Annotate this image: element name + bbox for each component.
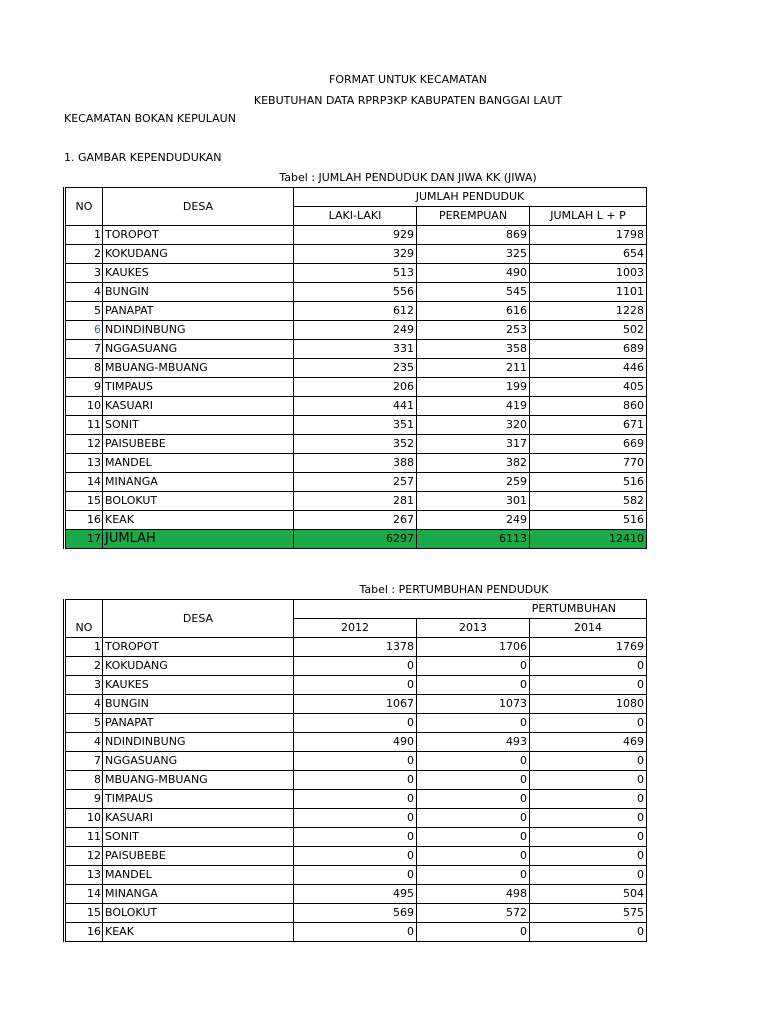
table-row [65,657,647,676]
row-desa: NDINDINBUNG [103,321,294,340]
header-desa: DESA [103,188,294,226]
total-jumlah: 12410 [530,530,647,549]
table-row [65,454,647,473]
row-no: 16 [65,923,103,942]
row-desa: TIMPAUS [103,378,294,397]
row-perempuan: 249 [417,511,530,530]
row-no: 4 [65,283,103,302]
growth-table [63,599,647,942]
row-no: 10 [65,809,103,828]
row-jumlah: 502 [530,321,647,340]
row-jumlah: 1101 [530,283,647,302]
total-row [65,530,647,549]
row-desa: MANDEL [103,866,294,885]
row-desa: KAUKES [103,676,294,695]
row-2013: 1073 [417,695,530,714]
row-2013: 1706 [417,638,530,657]
row-2013: 0 [417,714,530,733]
row-perempuan: 320 [417,416,530,435]
row-no: 3 [65,264,103,283]
row-no: 9 [65,790,103,809]
table-row [65,847,647,866]
row-desa: MINANGA [103,885,294,904]
row-no: 2 [65,245,103,264]
header-pertumbuhan: PERTUMBUHAN [294,600,647,619]
total-perempuan: 6113 [417,530,530,549]
header-jumlah-lp: JUMLAH L + P [530,207,647,226]
row-desa: NDINDINBUNG [103,733,294,752]
row-laki-laki: 257 [294,473,417,492]
row-no: 15 [65,904,103,923]
row-desa: PANAPAT [103,714,294,733]
row-2013: 0 [417,771,530,790]
table-row [65,264,647,283]
row-desa: TOROPOT [103,638,294,657]
row-no: 8 [65,359,103,378]
table-row [65,378,647,397]
header-no: NO [65,619,103,638]
row-jumlah: 405 [530,378,647,397]
row-2012: 0 [294,657,417,676]
row-desa: TIMPAUS [103,790,294,809]
row-jumlah: 770 [530,454,647,473]
row-no: 5 [65,714,103,733]
row-jumlah: 1798 [530,226,647,245]
table-row [65,752,647,771]
table-row [65,473,647,492]
table-row [65,828,647,847]
row-no: 11 [65,828,103,847]
table1-caption: Tabel : JUMLAH PENDUDUK DAN JIWA KK (JIWA) [279,171,537,184]
row-desa: KEAK [103,511,294,530]
table-row [65,885,647,904]
row-desa: PAISUBEBE [103,847,294,866]
document-subtitle: KEBUTUHAN DATA RPRP3KP KABUPATEN BANGGAI LAUT [253,94,563,107]
table-row [65,321,647,340]
row-2014: 0 [530,657,647,676]
header-2012: 2012 [294,619,417,638]
row-no: 13 [65,454,103,473]
row-2013: 0 [417,828,530,847]
row-2013: 0 [417,923,530,942]
table-row [65,771,647,790]
total-laki-laki: 6297 [294,530,417,549]
row-2012: 495 [294,885,417,904]
header-2014: 2014 [530,619,647,638]
table-row [65,397,647,416]
row-no: 6 [65,321,103,340]
row-2012: 0 [294,771,417,790]
row-desa: SONIT [103,828,294,847]
row-desa: NGGASUANG [103,752,294,771]
row-jumlah: 654 [530,245,647,264]
total-label: JUMLAH [103,530,294,549]
row-no: 8 [65,771,103,790]
row-jumlah: 1003 [530,264,647,283]
row-2014: 0 [530,790,647,809]
row-2014: 0 [530,714,647,733]
row-jumlah: 689 [530,340,647,359]
row-desa: SONIT [103,416,294,435]
table-row [65,245,647,264]
row-no: 11 [65,416,103,435]
row-2014: 0 [530,866,647,885]
row-jumlah: 671 [530,416,647,435]
row-perempuan: 869 [417,226,530,245]
row-no: 14 [65,885,103,904]
row-desa: KOKUDANG [103,657,294,676]
row-desa: MANDEL [103,454,294,473]
table-row [65,340,647,359]
header-2013: 2013 [417,619,530,638]
row-laki-laki: 612 [294,302,417,321]
total-no: 17 [65,530,103,549]
row-2012: 1378 [294,638,417,657]
table-row [65,923,647,942]
table-row [65,359,647,378]
row-2013: 0 [417,790,530,809]
row-perempuan: 419 [417,397,530,416]
table-row [65,790,647,809]
row-2012: 0 [294,752,417,771]
row-desa: KAUKES [103,264,294,283]
row-no: 16 [65,511,103,530]
row-jumlah: 860 [530,397,647,416]
section-heading: 1. GAMBAR KEPENDUDUKAN [64,151,222,164]
table-row [65,809,647,828]
header-no: NO [65,188,103,226]
table-row [65,226,647,245]
row-desa: BOLOKUT [103,492,294,511]
row-2012: 0 [294,790,417,809]
header-jumlah-penduduk: JUMLAH PENDUDUK [294,188,647,207]
row-desa: MBUANG-MBUANG [103,359,294,378]
table-row [65,904,647,923]
row-laki-laki: 352 [294,435,417,454]
row-perempuan: 358 [417,340,530,359]
table-row [65,283,647,302]
row-2012: 0 [294,828,417,847]
row-laki-laki: 331 [294,340,417,359]
row-desa: BOLOKUT [103,904,294,923]
row-2014: 0 [530,923,647,942]
row-2014: 1080 [530,695,647,714]
row-2013: 0 [417,657,530,676]
header-perempuan: PEREMPUAN [417,207,530,226]
row-no: 1 [65,226,103,245]
row-laki-laki: 235 [294,359,417,378]
row-laki-laki: 267 [294,511,417,530]
header-laki-laki: LAKI-LAKI [294,207,417,226]
row-2012: 0 [294,866,417,885]
row-desa: PANAPAT [103,302,294,321]
kecamatan-label: KECAMATAN BOKAN KEPULAUN [64,112,236,125]
row-perempuan: 259 [417,473,530,492]
row-2012: 0 [294,847,417,866]
row-desa: MBUANG-MBUANG [103,771,294,790]
row-desa: BUNGIN [103,695,294,714]
row-2012: 569 [294,904,417,923]
row-laki-laki: 206 [294,378,417,397]
row-no: 4 [65,733,103,752]
row-2012: 0 [294,809,417,828]
row-laki-laki: 329 [294,245,417,264]
row-desa: KEAK [103,923,294,942]
row-perempuan: 199 [417,378,530,397]
row-2014: 0 [530,828,647,847]
table-row [65,695,647,714]
row-2014: 1769 [530,638,647,657]
row-no: 4 [65,695,103,714]
row-2013: 498 [417,885,530,904]
row-2013: 0 [417,809,530,828]
row-2014: 0 [530,771,647,790]
row-2013: 493 [417,733,530,752]
table-row [65,638,647,657]
row-laki-laki: 441 [294,397,417,416]
row-no: 14 [65,473,103,492]
row-2013: 0 [417,866,530,885]
row-perempuan: 490 [417,264,530,283]
row-jumlah: 582 [530,492,647,511]
row-laki-laki: 556 [294,283,417,302]
row-perempuan: 317 [417,435,530,454]
row-laki-laki: 513 [294,264,417,283]
row-2012: 0 [294,676,417,695]
row-desa: KOKUDANG [103,245,294,264]
header-desa: DESA [103,600,294,638]
document-title: FORMAT UNTUK KECAMATAN [329,73,487,86]
row-2014: 0 [530,752,647,771]
row-no: 13 [65,866,103,885]
row-jumlah: 1228 [530,302,647,321]
row-no: 1 [65,638,103,657]
row-no: 12 [65,435,103,454]
row-desa: TOROPOT [103,226,294,245]
row-no: 9 [65,378,103,397]
row-no: 12 [65,847,103,866]
row-no: 5 [65,302,103,321]
table-row [65,676,647,695]
row-laki-laki: 929 [294,226,417,245]
table-row [65,733,647,752]
row-2013: 572 [417,904,530,923]
row-perempuan: 382 [417,454,530,473]
row-desa: PAISUBEBE [103,435,294,454]
row-desa: BUNGIN [103,283,294,302]
row-2012: 0 [294,714,417,733]
row-no: 7 [65,752,103,771]
row-2014: 469 [530,733,647,752]
row-perempuan: 616 [417,302,530,321]
row-perempuan: 211 [417,359,530,378]
row-no: 7 [65,340,103,359]
table2-caption: Tabel : PERTUMBUHAN PENDUDUK [359,583,549,596]
table-row [65,416,647,435]
row-desa: KASUARI [103,809,294,828]
row-2014: 0 [530,847,647,866]
row-2012: 1067 [294,695,417,714]
row-laki-laki: 388 [294,454,417,473]
row-perempuan: 301 [417,492,530,511]
row-2013: 0 [417,676,530,695]
row-desa: NGGASUANG [103,340,294,359]
population-table [63,187,647,549]
table-row [65,714,647,733]
table-row [65,492,647,511]
table-row [65,511,647,530]
row-2014: 0 [530,676,647,695]
row-2013: 0 [417,752,530,771]
row-no: 10 [65,397,103,416]
row-laki-laki: 249 [294,321,417,340]
row-2013: 0 [417,847,530,866]
row-jumlah: 516 [530,511,647,530]
table-row [65,302,647,321]
row-perempuan: 325 [417,245,530,264]
row-2014: 0 [530,809,647,828]
row-jumlah: 516 [530,473,647,492]
table-row [65,866,647,885]
row-perempuan: 253 [417,321,530,340]
row-desa: KASUARI [103,397,294,416]
row-2014: 504 [530,885,647,904]
row-no: 2 [65,657,103,676]
row-2012: 490 [294,733,417,752]
row-jumlah: 446 [530,359,647,378]
row-2012: 0 [294,923,417,942]
row-no: 15 [65,492,103,511]
row-desa: MINANGA [103,473,294,492]
row-perempuan: 545 [417,283,530,302]
row-laki-laki: 351 [294,416,417,435]
row-laki-laki: 281 [294,492,417,511]
row-no: 3 [65,676,103,695]
table-row [65,435,647,454]
row-2014: 575 [530,904,647,923]
row-jumlah: 669 [530,435,647,454]
header-no-top [65,600,103,619]
